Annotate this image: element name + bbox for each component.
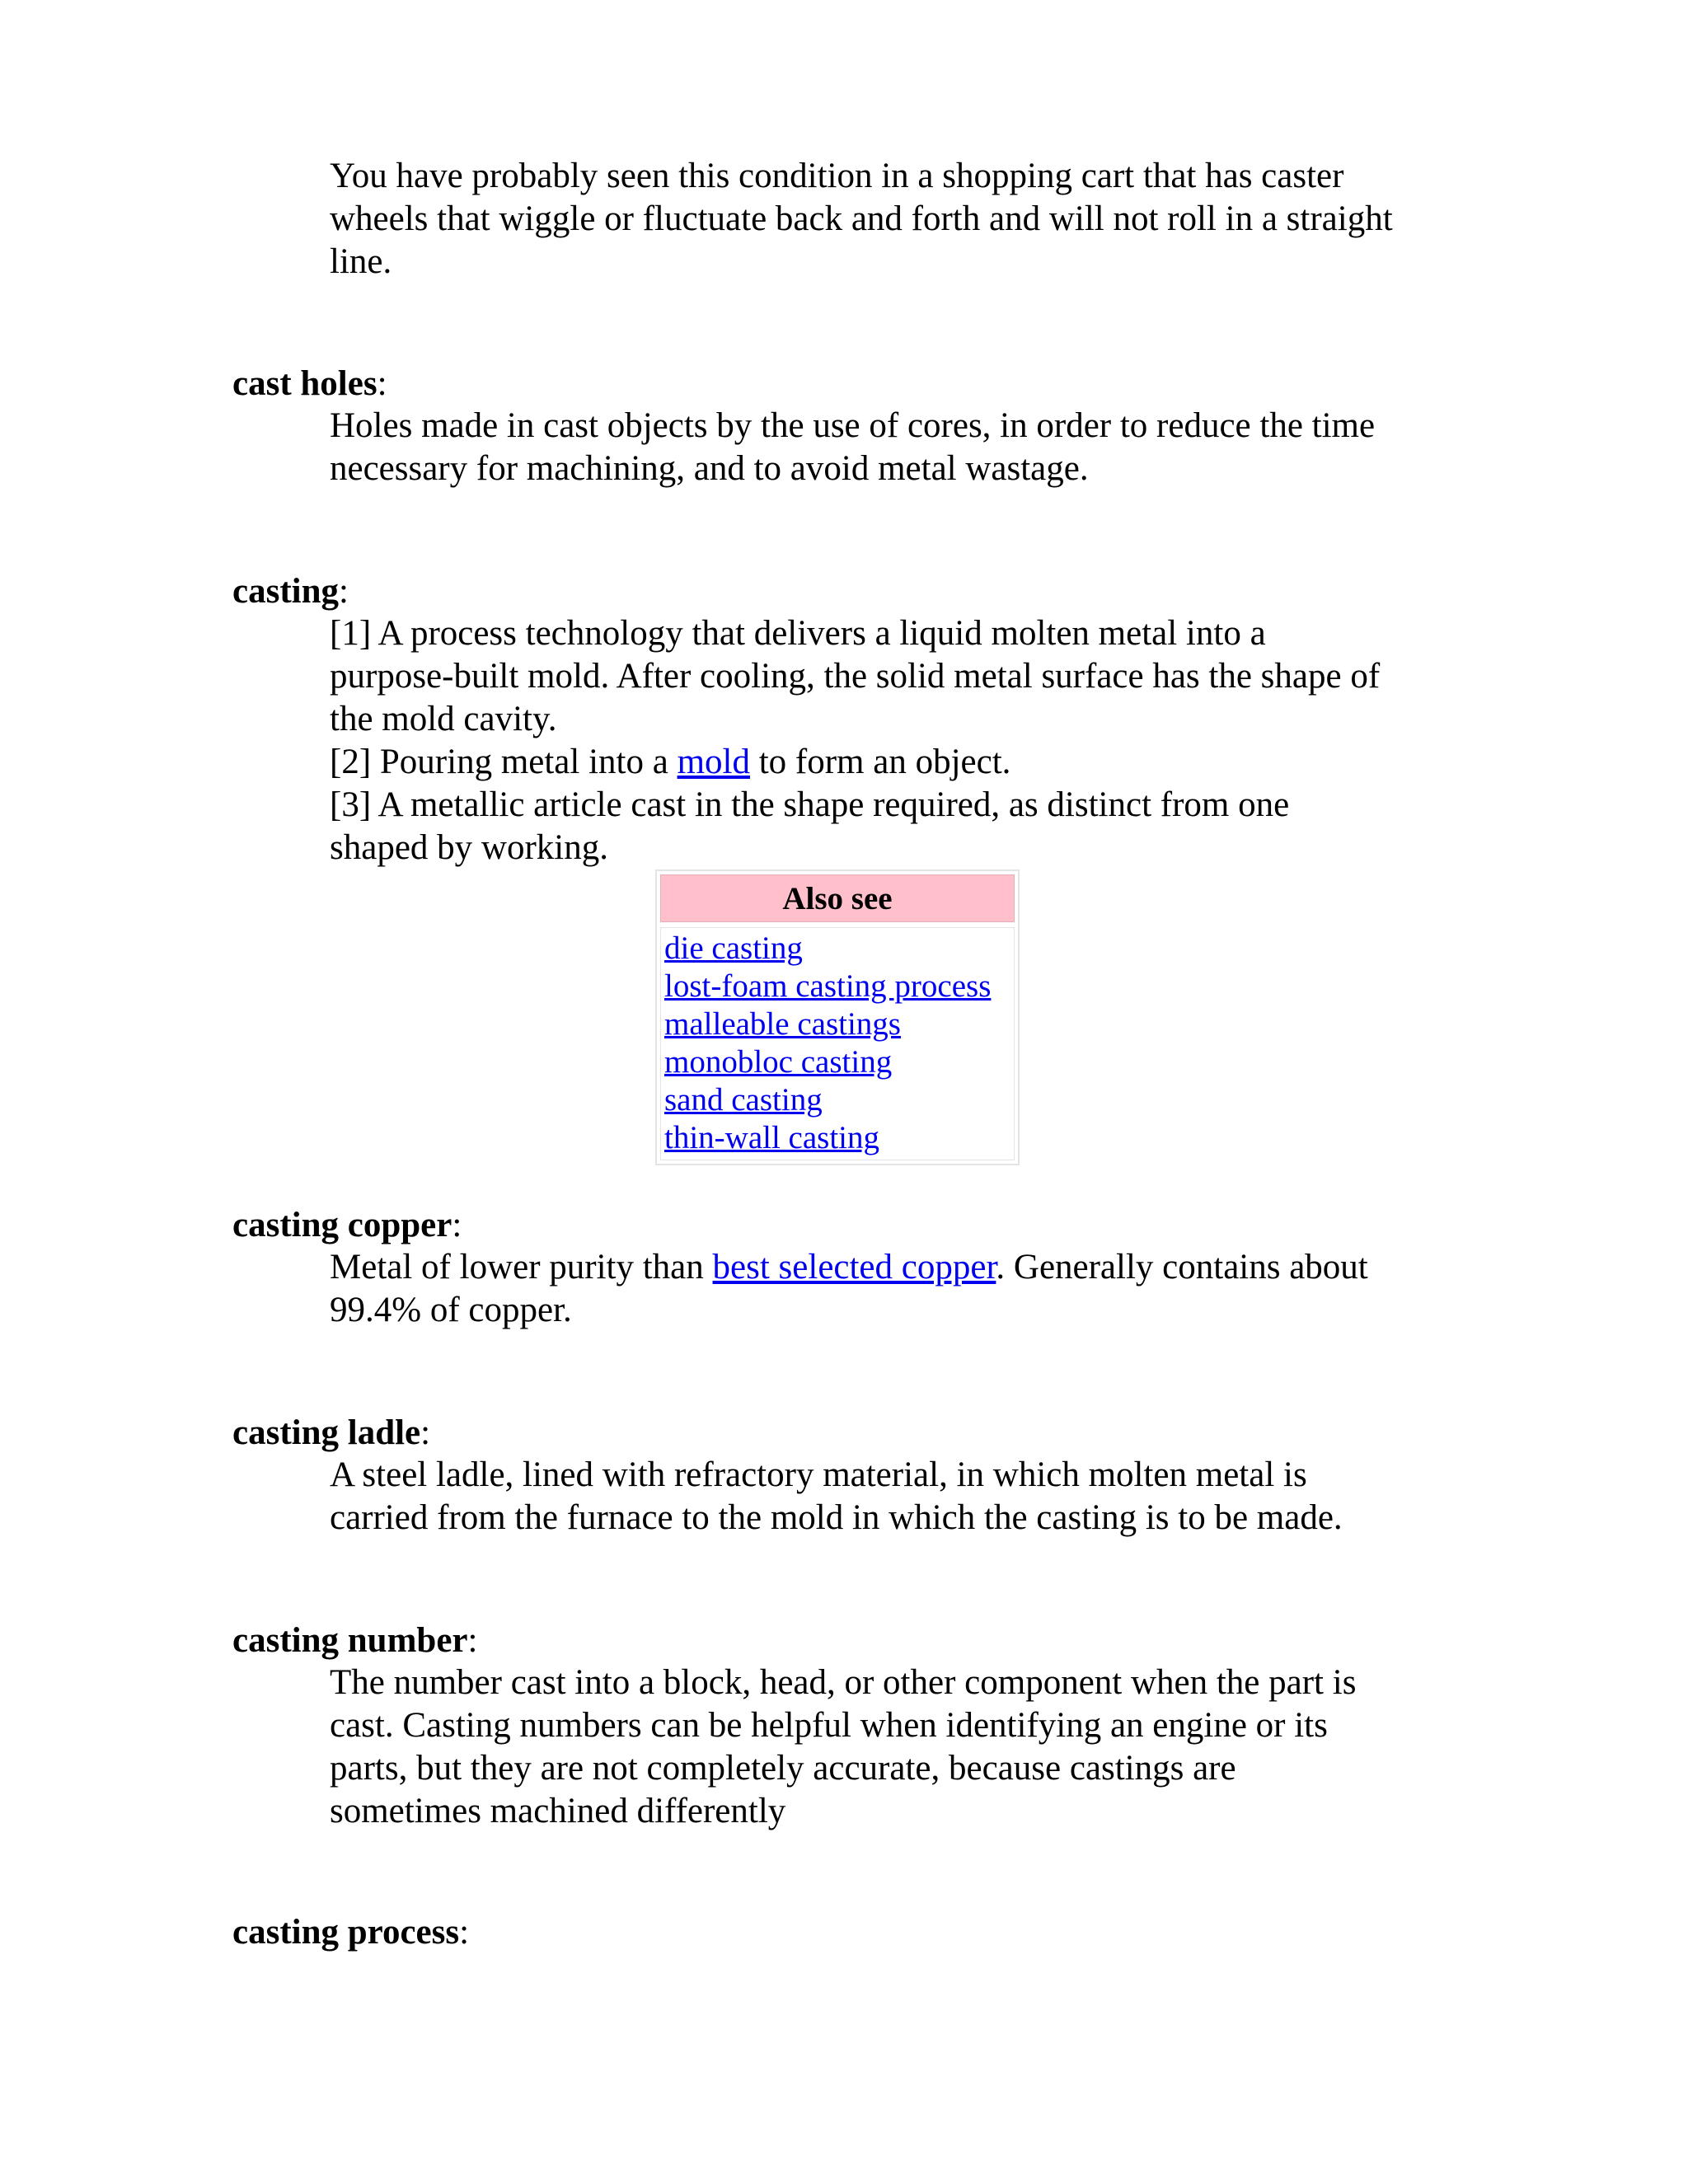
- definition-line: A steel ladle, lined with refractory material, in which molten metal is: [330, 1455, 1307, 1494]
- definition-line: carried from the furnace to the mold in which the casting is to be made.: [330, 1498, 1343, 1537]
- definition-fragment: . Generally contains about: [996, 1248, 1368, 1286]
- definition-line: wheels that wiggle or fluctuate back and forth and will not roll in a straight: [330, 199, 1393, 238]
- mold-link[interactable]: mold: [677, 743, 750, 781]
- definition-line: You have probably seen this condition in a shopping cart that has caster: [330, 157, 1344, 195]
- definition-line: [330, 741, 1380, 784]
- term-colon: :: [420, 1413, 431, 1452]
- also-see-header: Also see: [660, 874, 1015, 922]
- definition-text: [330, 1454, 1343, 1540]
- also-see-link-monobloc-casting[interactable]: monobloc casting: [664, 1044, 893, 1080]
- also-see-link-thin-wall-casting[interactable]: thin-wall casting: [664, 1120, 880, 1155]
- definition-fragment: [2] Pouring metal into a: [330, 743, 678, 781]
- glossary-term: [232, 363, 387, 405]
- definition-line: The number cast into a block, head, or other component when the part is: [330, 1663, 1357, 1702]
- definition-line: [1] A process technology that delivers a liquid molten metal into a: [330, 614, 1266, 653]
- term-name: casting ladle: [232, 1413, 421, 1452]
- definition-fragment: to form an object.: [749, 743, 1011, 781]
- term-name: casting number: [232, 1621, 468, 1660]
- term-colon: :: [467, 1621, 478, 1660]
- definition-text: [330, 405, 1375, 490]
- glossary-term: [232, 1619, 477, 1662]
- definition-line: the mold cavity.: [330, 700, 557, 738]
- definition-line: 99.4% of copper.: [330, 1291, 572, 1329]
- term-colon: :: [377, 364, 387, 403]
- definition-line: necessary for machining, and to avoid metal wastage.: [330, 449, 1089, 488]
- also-see-list: [660, 927, 1015, 1160]
- term-name: casting process: [232, 1913, 460, 1952]
- term-colon: :: [452, 1206, 462, 1244]
- best-selected-copper-link[interactable]: best selected copper: [712, 1248, 996, 1286]
- definition-text: [330, 155, 1393, 284]
- also-see-link-lost-foam-casting-process[interactable]: lost-foam casting process: [664, 968, 992, 1004]
- definition-line: shaped by working.: [330, 828, 608, 867]
- definition-fragment: Metal of lower purity than: [330, 1248, 713, 1286]
- glossary-term: [232, 1204, 462, 1247]
- definition-line: [330, 1246, 1368, 1289]
- definition-line: cast. Casting numbers can be helpful when identifying an engine or its: [330, 1706, 1328, 1745]
- glossary-term: [232, 1412, 430, 1455]
- also-see-link-die-casting[interactable]: die casting: [664, 930, 803, 966]
- also-see-box: [655, 869, 1020, 1165]
- definition-line: [3] A metallic article cast in the shape required, as distinct from one: [330, 785, 1290, 824]
- definition-line: line.: [330, 242, 392, 281]
- also-see-link-malleable-castings[interactable]: malleable castings: [664, 1006, 901, 1042]
- term-name: cast holes: [232, 364, 377, 403]
- glossary-term: [232, 570, 349, 613]
- definition-line: parts, but they are not completely accurate, because castings are: [330, 1749, 1236, 1788]
- term-colon: :: [339, 572, 349, 611]
- term-name: casting copper: [232, 1206, 452, 1244]
- glossary-term: [232, 1911, 469, 1954]
- definition-line: Holes made in cast objects by the use of cores, in order to reduce the time: [330, 406, 1376, 445]
- also-see-link-sand-casting[interactable]: sand casting: [664, 1082, 823, 1118]
- term-colon: :: [459, 1913, 470, 1952]
- definition-line: sometimes machined differently: [330, 1792, 786, 1830]
- definition-text: [330, 612, 1380, 869]
- definition-text: [330, 1246, 1368, 1332]
- definition-text: [330, 1661, 1356, 1833]
- term-name: casting: [232, 572, 339, 611]
- definition-line: purpose-built mold. After cooling, the solid metal surface has the shape of: [330, 657, 1381, 696]
